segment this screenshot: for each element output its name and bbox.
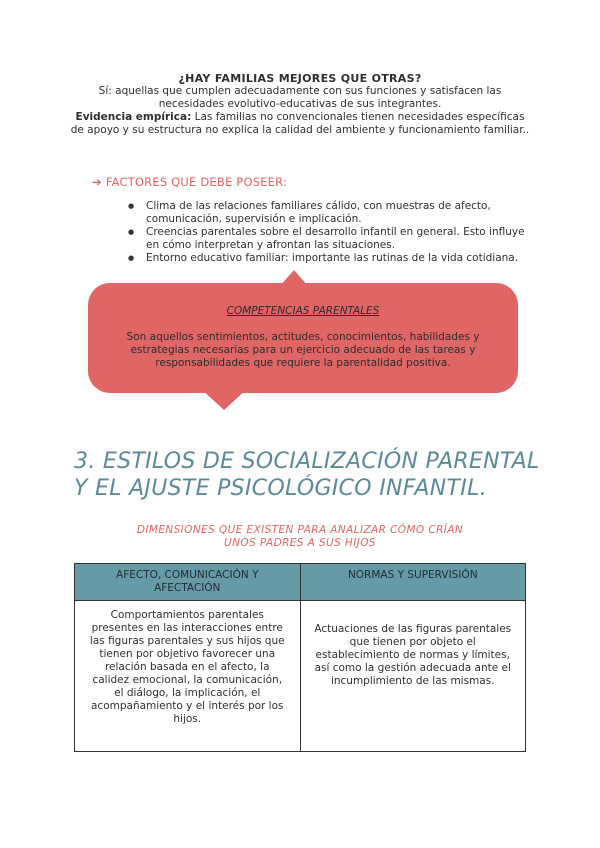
arrow-right-icon: ➔ (92, 175, 102, 189)
list-item: ● Entorno educativo familiar: importante las rutinas de la vida cotidiana. (128, 252, 528, 265)
table-row (75, 601, 526, 752)
table-cell: Comportamientos parentales presentes en las interacciones entre las figuras parentales y sus hijos que tienen por objetivo favorecer una relación basada en el afecto, la calidez emocional, la comunicación, el diálogo, la implicación, el acompañamiento y el interés por los hijos. (75, 601, 301, 752)
table-header-cell: NORMAS Y SUPERVISIÓN (300, 564, 526, 601)
list-item: ● Clima de las relaciones familiares cálido, con muestras de afecto, comunicación, supervisión e implicación. (128, 200, 528, 226)
dimensions-table (74, 563, 526, 752)
table-header-cell: AFECTO, COMUNICACIÓN Y AFECTACIÓN (75, 564, 301, 601)
factors-heading-text: FACTORES QUE DEBE POSEER: (105, 175, 288, 189)
intro-block (70, 72, 530, 137)
list-item: ● Creencias parentales sobre el desarrollo infantil en general. Esto influye en cómo interpretan y afrontan las situaciones. (128, 226, 528, 252)
answer-text: Sí: aquellas que cumplen adecuadamente con sus funciones y satisfacen las necesidades evolutivo-educativas de sus integrantes. (98, 85, 502, 110)
factors-heading (92, 175, 287, 189)
section-title: 3. ESTILOS DE SOCIALIZACIÓN PARENTAL Y EL AJUSTE PSICOLÓGICO INFANTIL. (74, 449, 540, 501)
question-title: ¿HAY FAMILIAS MEJORES QUE OTRAS? (178, 72, 422, 85)
dimensions-heading: DIMENSIONES QUE EXISTEN PARA ANALIZAR CÓMO CRÍAN UNOS PADRES A SUS HIJOS (136, 524, 464, 549)
evidence-paragraph (70, 111, 530, 137)
table-cell: Actuaciones de las figuras parentales que tienen por objeto el establecimiento de normas y límites, así como la gestión adecuada ante el incumplimiento de las mismas. (300, 601, 526, 752)
factors-list (128, 200, 528, 265)
evidence-text: Las familias no convencionales tienen necesidades específicas de apoyo y su estructura no explica la calidad del ambiente y funcionamiento familiar.. (70, 111, 530, 136)
competencias-text: Son aquellos sentimientos, actitudes, conocimientos, habilidades y estrategias necesarias para un ejercicio adecuado de las tareas y responsabilidades que requiere la parentalidad positiva. (126, 331, 480, 369)
table-header-row (75, 564, 526, 601)
evidence-label: Evidencia empírica: (75, 111, 192, 123)
speech-bubble-tail (200, 388, 248, 410)
competencias-title: COMPETENCIAS PARENTALES (226, 305, 380, 317)
